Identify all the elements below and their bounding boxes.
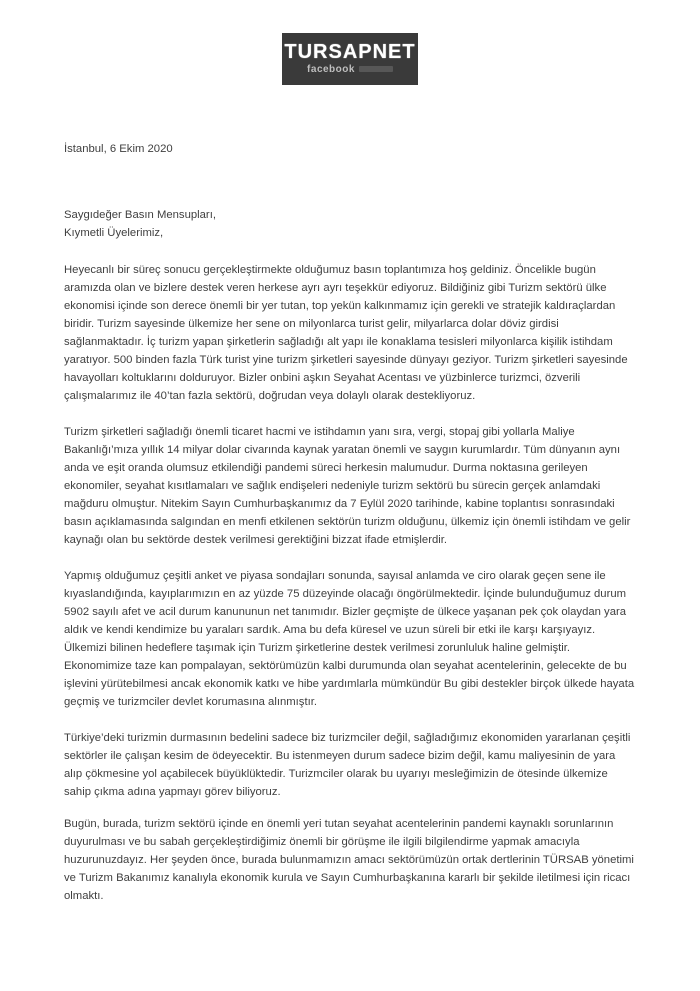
logo-small-text-decoration (359, 66, 393, 72)
paragraph-warning: Türkiye’deki turizmin durmasının bedelini sadece biz turizmciler değil, sağladığımız ekonomiden yararlanan çeşitli sektörler ile çalışan kesim de ödeyecektir. Bu istenmeyen durum sadece bizim değil, kamu maliyesinin de yara alıp çökmesine yol açabilecek büyüklüktedir. Turizmciler olarak bu uyarıyı mesleğimizin de ötesinde ülkemize sahip çıkma adına yapmayı görev biliyoruz. (64, 732, 631, 798)
facebook-wordmark: facebook (307, 64, 355, 75)
paragraph-purpose: Bugün, burada, turizm sektörü içinde en önemli yeri tutan seyahat acentelerinin pandemi kaynaklı sorunlarının duyurulması ve bu sabah gerçekleştirdiğimiz önemli bir görüşme ile ilgili bilgilendirme yapmak amacıyla huzurunuzdayız. Her şeyden önce, burada bulunmamızın amacı sektörümüzün ortak dertlerinin TÜRSAB yönetimi ve Turizm Bakanımız kanalıyla ekonomik kurula ve Sayın Cumhurbaşkanına kararlı bir şekilde iletilmesi için ricacı olmaktı. (64, 818, 634, 902)
salutation-line-press: Saygıdeğer Basın Mensupları, (64, 209, 216, 221)
tursapnet-logo (282, 33, 418, 85)
letter-body (0, 140, 700, 905)
logo-subline (307, 64, 393, 75)
salutation (64, 206, 636, 242)
paragraph-losses: Yapmış olduğumuz çeşitli anket ve piyasa sondajları sonunda, sayısal anlamda ve ciro olarak geçen sene ile kıyaslandığında, kayıplarımızın en az yüzde 75 düzeyinde olacağı öngörülmektedir. İçinde bulunduğumuz durum 5902 sayılı afet ve acil durum kanununun net tanımıdır. Bizler geçmişte de ülkece yaşanan pek çok olaydan yara aldık ve kendi kendimize bu yaraları sardık. Ama bu defa küresel ve uzun süreli bir etki ile karşı karşıyayız. Ülkemizi bilinen hedeflere taşımak için Turizm şirketlerine destek verilmesi zorunluluk haline gelmiştir. Ekonomimize taze kan pompalayan, sektörümüzün kalbi durumunda olan seyahat acentelerinin, gelecekte de bu işlevini yürütebilmesi ancak ekonomik katkı ve hibe yardımlarla mümkündür Bu gibi destekler birçok ülkede hayata geçmiş ve turizmciler devlet korumasına alınmıştır. (64, 570, 635, 708)
salutation-line-members: Kıymetli Üyelerimiz, (64, 227, 164, 239)
dateline: İstanbul, 6 Ekim 2020 (64, 143, 173, 155)
header (0, 0, 700, 85)
logo-title: TURSAPNET (284, 41, 416, 63)
paragraph-welcome: Heyecanlı bir süreç sonucu gerçekleştirmekte olduğumuz basın toplantımıza hoş geldiniz. Öncelikle bugün aramızda olan ve bizlere destek veren herkese ayrı ayrı teşekkür ediyoruz. Bildiğiniz gibi Turizm sektörü ülke ekonomisi içinde son derece önemli bir yer tutan, top yekün kalkınmamız için gerekli ve stratejik kaldıraçlardan biridir. Turizm sayesinde ülkemize her sene on milyonlarca turist gelir, milyarlarca dolar döviz girdisi sağlanmaktadır. İç turizm yapan şirketlerin sağladığı alt yapı ile konaklama tesisleri milyonlarca kişilik istihdam yaratıyor. 500 binden fazla Türk turist yine turizm şirketleri sayesinde dünyayı geziyor. Turizm şirketleri sayesinde havayolları koltuklarını dolduruyor. Bizler onbini aşkın Seyahat Acentası ve yüzbinlerce turizmci, özverili çalışmalarımız ile 40’tan fazla sektörü, doğrudan veya dolaylı olarak destekliyoruz. (64, 264, 628, 402)
paragraph-economy: Turizm şirketleri sağladığı önemli ticaret hacmi ve istihdamın yanı sıra, vergi, stopaj gibi yollarla Maliye Bakanlığı’mıza yıllık 14 milyar dolar civarında kaynak yaratan önemli ve saygın kurumlardır. Tüm dünyanın aynı anda ve eşit oranda olumsuz etkilendiği pandemi süreci herkesin malumudur. Durma noktasına gerileyen ekonomiler, seyahat kısıtlamaları ve sağlık endişeleri nedeniyle turizm sektörü bu sürecin gerçek anlamdaki mağduru olmuştur. Nitekim Sayın Cumhurbaşkanımız da 7 Eylül 2020 tarihinde, kabine toplantısı sonrasındaki basın açıklamasında salgından en menfi etkilenen sektörün turizm olduğunu, ülkemiz için önemli istihdam ve gelir kaynağı olan bu sektörde destek verilmesi gerektiğini bizzat ifade etmişlerdir. (64, 426, 631, 546)
